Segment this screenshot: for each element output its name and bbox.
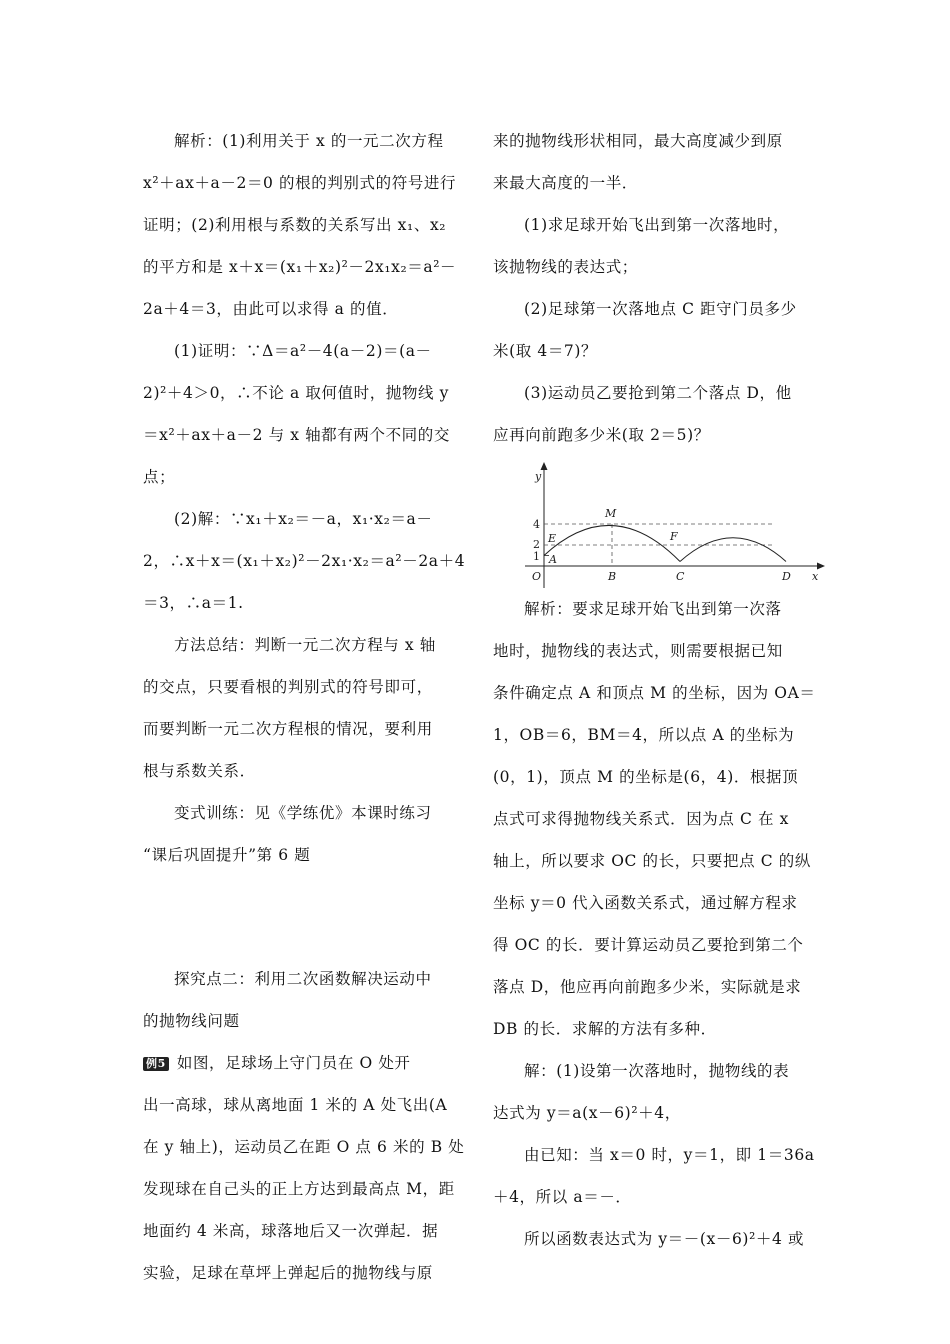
section-gap (143, 876, 461, 958)
text-line: 点式可求得抛物线关系式．因为点 C 在 x (493, 810, 789, 828)
text-line: 来最大高度的一半． (493, 174, 638, 192)
text-line: 发现球在自己头的正上方达到最高点 M，距 (143, 1180, 455, 1198)
text-line: 的抛物线问题 (143, 1012, 240, 1030)
text-line: 1，OB＝6，BM＝4，所以点 A 的坐标为 (493, 726, 795, 744)
text-line: 应再向前跑多少米(取 2＝5)？ (493, 426, 710, 444)
parabola-figure (525, 458, 825, 588)
text-line: 由已知：当 x＝0 时，y＝1，即 1＝36a (524, 1146, 815, 1164)
text-line: 落点 D，他应再向前跑多少米，实际就是求 (493, 978, 802, 996)
text-line: ＋4，所以 a＝－． (493, 1188, 632, 1206)
right-column (493, 120, 819, 1260)
section-heading (143, 958, 461, 1042)
text-line: 坐标 y＝0 代入函数关系式，通过解方程求 (493, 894, 798, 912)
tick-label-1: 1 (533, 550, 540, 563)
text-line: 来的抛物线形状相同，最大高度减少到原 (493, 132, 783, 150)
x-axis-label: x (812, 570, 819, 583)
text-line: 得 OC 的长．要计算运动员乙要抢到第二个 (493, 936, 804, 954)
point-label-b: B (608, 570, 617, 583)
text-line: 地时，抛物线的表达式，则需要根据已知 (493, 642, 783, 660)
text-line: 实验，足球在草坪上弹起后的抛物线与原 (143, 1264, 433, 1282)
point-label-a: A (549, 553, 557, 566)
parabola-first (544, 525, 680, 561)
text-line: 的平方和是 x＋x＝(x₁＋x₂)²－2x₁x₂＝a²－ (143, 258, 457, 276)
solution-block (493, 588, 815, 1260)
figure-svg (525, 458, 825, 588)
text-line: DB 的长．求解的方法有多种． (493, 1020, 717, 1038)
text-line: 在 y 轴上)，运动员乙在距 O 点 6 米的 B 处 (143, 1138, 465, 1156)
text-line: (0，1)，顶点 M 的坐标是(6，4)．根据顶 (493, 768, 799, 786)
text-line: 条件确定点 A 和顶点 M 的坐标，因为 OA＝ (493, 684, 816, 702)
text-line: (2)解：∵x₁＋x₂＝－a，x₁·x₂＝a－ (174, 510, 433, 528)
text-line: (2)足球第一次落地点 C 距守门员多少 (524, 300, 797, 318)
text-line: 解析：(1)利用关于 x 的一元二次方程 (174, 132, 444, 150)
text-line: 而要判断一元二次方程根的情况，要利用 (143, 720, 433, 738)
text-line: 所以函数表达式为 y＝－(x－6)²＋4 或 (524, 1230, 805, 1248)
x-axis-arrow (817, 563, 825, 570)
text-line: ＝3，∴a＝1. (143, 594, 244, 612)
analysis-block (143, 120, 466, 876)
text-line: 点； (143, 468, 176, 486)
text-line: 方法总结：判断一元二次方程与 x 轴 (174, 636, 436, 654)
text-line: 2，∴x＋x＝(x₁＋x₂)²－2x₁·x₂＝a²－2a＋4 (143, 552, 466, 570)
text-line: (3)运动员乙要抢到第二个落点 D，他 (524, 384, 792, 402)
tick-label-2: 2 (533, 538, 540, 551)
text-line: 地面约 4 米高，球落地后又一次弹起．据 (143, 1222, 439, 1240)
text-line: 解：(1)设第一次落地时，抛物线的表 (524, 1062, 790, 1080)
example-first-text: 如图，足球场上守门员在 O 处开 (176, 1054, 411, 1072)
y-axis-arrow (541, 462, 548, 470)
text-line: “课后巩固提升”第 6 题 (143, 846, 311, 864)
text-line: x²＋ax＋a－2＝0 的根的判别式的符号进行 (143, 174, 457, 192)
text-line: 证明；(2)利用根与系数的关系写出 x₁、x₂ (143, 216, 447, 234)
text-line: 探究点二：利用二次函数解决运动中 (174, 970, 432, 988)
text-line: 该抛物线的表达式； (493, 258, 638, 276)
point-label-m: M (605, 507, 617, 520)
text-line: 的交点，只要看根的判别式的符号即可， (143, 678, 433, 696)
example-tag: 例5 (143, 1057, 169, 1071)
text-line: 2)²＋4＞0，∴不论 a 取何值时，抛物线 y (143, 384, 450, 402)
text-line: 2a＋4＝3，由此可以求得 a 的值． (143, 300, 399, 318)
text-line: (1)证明：∵Δ＝a²－4(a－2)＝(a－ (174, 342, 432, 360)
text-line: ＝x²＋ax＋a－2 与 x 轴都有两个不同的交 (143, 426, 450, 444)
point-label-d: D (782, 570, 791, 583)
problem-block (493, 120, 815, 456)
tick-label-4: 4 (533, 518, 540, 531)
point-label-f: F (670, 530, 678, 543)
text-line: 出一高球，球从离地面 1 米的 A 处飞出(A (143, 1096, 448, 1114)
text-line: (1)求足球开始飞出到第一次落地时， (524, 216, 790, 234)
text-line: 米(取 4＝7)？ (493, 342, 598, 360)
text-line: 根与系数关系． (143, 762, 256, 780)
text-line: 变式训练：见《学练优》本课时练习 (174, 804, 432, 822)
origin-label: O (532, 570, 542, 583)
left-column (143, 120, 466, 1294)
y-axis-label: y (535, 470, 542, 483)
text-line: 达式为 y＝a(x－6)²＋4， (493, 1104, 681, 1122)
point-label-e: E (548, 532, 557, 545)
text-line: 解析：要求足球开始飞出到第一次落 (524, 600, 782, 618)
text-line: 轴上，所以要求 OC 的长，只要把点 C 的纵 (493, 852, 811, 870)
example-line (143, 1042, 461, 1084)
example-block (143, 1084, 465, 1294)
point-label-c: C (676, 570, 685, 583)
parabola-second (680, 538, 786, 562)
